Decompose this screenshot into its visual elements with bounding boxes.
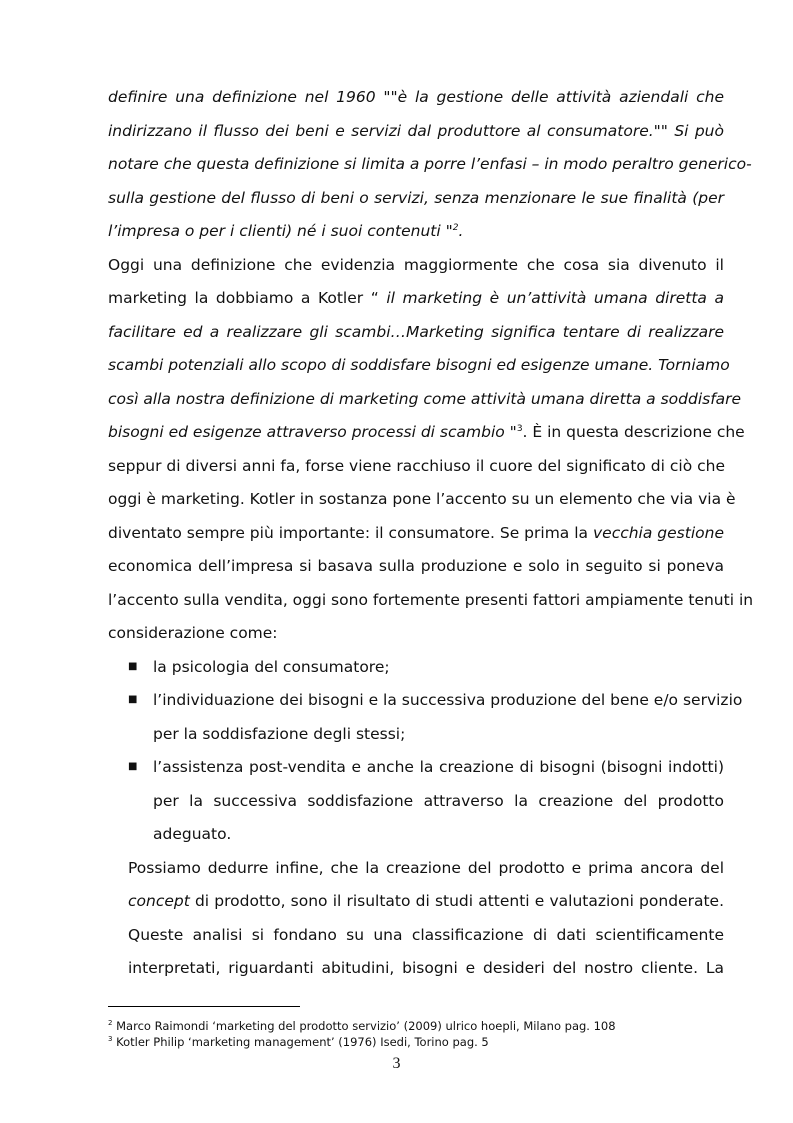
body-line	[108, 221, 724, 241]
footnote-text: Kotler Philip ‘marketing management’ (1976) Isedi, Torino pag. 5	[112, 1035, 489, 1049]
footnote-number: 3	[108, 1035, 113, 1044]
body-line: indirizzano il flusso dei beni e servizi dal produttore al consumatore."" Si può	[108, 122, 724, 140]
list-item: l’individuazione dei bisogni e la successiva produzione del bene e/o servizio	[153, 691, 743, 709]
emphasis-text: concept	[128, 892, 190, 910]
footnote-separator	[108, 1006, 300, 1007]
body-line: Possiamo dedurre infine, che la creazione del prodotto e prima ancora del	[128, 859, 724, 877]
footnote-number: 2	[108, 1019, 113, 1028]
body-line: oggi è marketing. Kotler in sostanza pone l’accento su un elemento che via via è	[108, 490, 736, 508]
square-bullet-icon: ■	[128, 761, 138, 772]
footnote-2	[108, 1019, 616, 1033]
list-item: la psicologia del consumatore;	[153, 658, 390, 676]
body-line: notare che questa definizione si limita a porre l’enfasi – in modo peraltro generico-	[108, 155, 752, 173]
list-item-continuation: per la soddisfazione degli stessi;	[153, 725, 406, 743]
page-number: 3	[392, 1055, 401, 1072]
body-line: scambi potenziali allo scopo di soddisfare bisogni ed esigenze umane. Torniamo	[108, 356, 730, 374]
quote-text: bisogni ed esigenze attraverso processi di scambio "	[108, 423, 517, 441]
body-line	[108, 422, 745, 442]
footnote-3	[108, 1035, 489, 1049]
body-line: così alla nostra definizione di marketing come attività umana diretta a soddisfare	[108, 390, 742, 408]
square-bullet-icon: ■	[128, 661, 138, 672]
body-line	[128, 891, 724, 911]
list-item-continuation: adeguato.	[153, 825, 232, 843]
body-line: considerazione come:	[108, 624, 278, 642]
emphasis-text: vecchia gestione	[592, 524, 724, 542]
quote-text: il marketing è un’attività umana diretta a	[386, 289, 724, 307]
body-line	[108, 523, 724, 543]
body-text: l’impresa o per i clienti) né i suoi contenuti "	[108, 222, 453, 240]
body-line: Queste analisi si fondano su una classificazione di dati scientificamente	[128, 926, 724, 944]
body-text: .	[458, 222, 464, 240]
body-line: Oggi una definizione che evidenzia maggiormente che cosa sia divenuto il	[108, 256, 724, 274]
body-text: marketing la dobbiamo a Kotler “	[108, 289, 387, 307]
body-line: economica dell’impresa si basava sulla produzione e solo in seguito si poneva	[108, 557, 724, 575]
body-line: facilitare ed a realizzare gli scambi…Marketing significa tentare di realizzare	[108, 323, 724, 341]
footnote-ref-2[interactable]: 2	[452, 222, 459, 233]
body-text: . È in questa descrizione che	[522, 423, 745, 441]
footnote-text: Marco Raimondi ‘marketing del prodotto servizio’ (2009) ulrico hoepli, Milano pag. 108	[112, 1019, 616, 1033]
body-line: interpretati, riguardanti abitudini, bisogni e desideri del nostro cliente. La	[128, 959, 724, 977]
body-text: diventato sempre più importante: il consumatore. Se prima la	[108, 524, 593, 542]
list-item: l’assistenza post-vendita e anche la creazione di bisogni (bisogni indotti)	[153, 758, 724, 776]
body-text: di prodotto, sono il risultato di studi attenti e valutazioni ponderate.	[189, 892, 724, 910]
body-line: l’accento sulla vendita, oggi sono fortemente presenti fattori ampiamente tenuti in	[108, 591, 754, 609]
body-line: sulla gestione del flusso di beni o servizi, senza menzionare le sue finalità (per	[108, 189, 724, 207]
list-item-continuation: per la successiva soddisfazione attraverso la creazione del prodotto	[153, 792, 724, 810]
body-line: definire una definizione nel 1960 ""è la gestione delle attività aziendali che	[108, 88, 724, 106]
body-line	[108, 288, 724, 308]
footnote-ref-3[interactable]: 3	[516, 423, 523, 434]
square-bullet-icon: ■	[128, 694, 138, 705]
body-line: seppur di diversi anni fa, forse viene racchiuso il cuore del significato di ciò che	[108, 457, 726, 475]
